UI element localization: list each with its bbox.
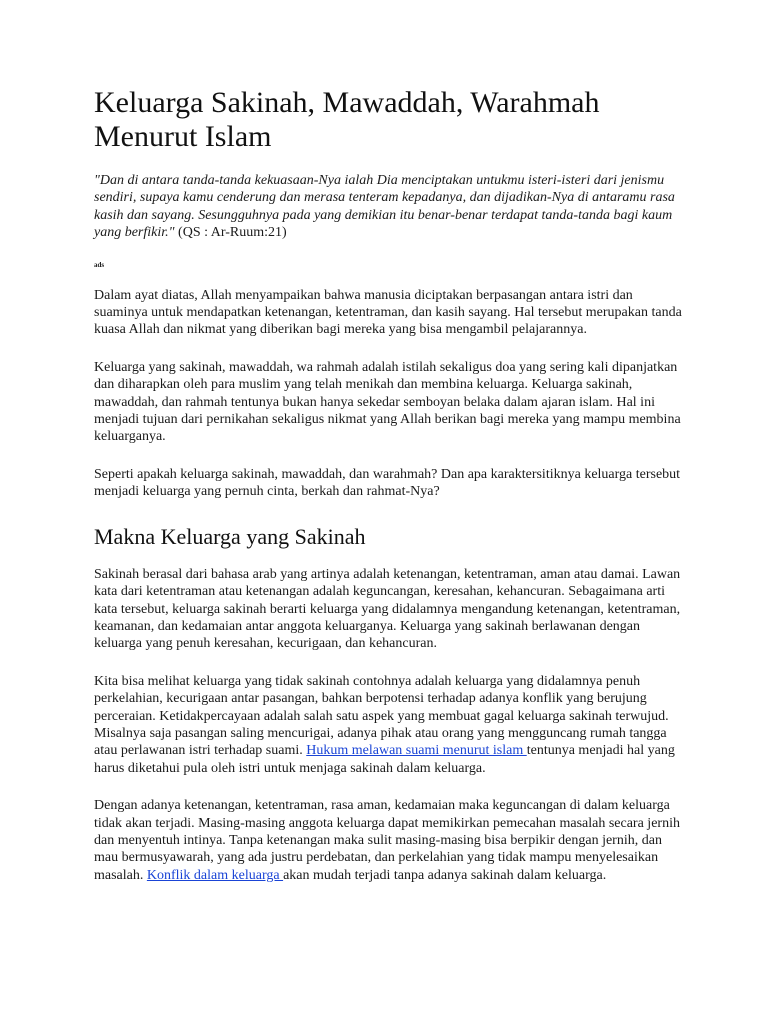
section-heading: Makna Keluarga yang Sakinah: [94, 523, 366, 549]
article-title: Keluarga Sakinah, Mawaddah, Warahmah Menurut Islam: [94, 86, 600, 153]
quote-text: "Dan di antara tanda-tanda kekuasaan-Nya ialah Dia menciptakan untukmu isteri-isteri dari jenismu sendiri, supaya kamu cenderung dan merasa tenteram kepadanya, dan dijadikan-Nya di antaramu rasa kasih dan sayang. Sesungguhnya pada yang demikian itu benar-benar terdapat tanda-tanda bagi kaum yang berfikir.": [94, 173, 675, 241]
paragraph-text: Dengan adanya ketenangan, ketentraman, rasa aman, kedamaian maka keguncangan di dalam keluarga tidak akan terjadi. Masing-masing anggota keluarga dapat memikirkan pemecahan masalah secara jernih dan menyentuh intinya. Tanpa ketenangan maka sulit masing-masing bisa berpikir dengan jernih, dan mau bermusyawarah, yang ada justru perdebatan, dan perkelahian yang tidak mampu menyelesaikan masalah.: [94, 798, 680, 883]
quote-source: (QS : Ar-Ruum:21): [174, 225, 287, 241]
section-paragraph-2: [94, 673, 684, 777]
intro-paragraph-2: Keluarga yang sakinah, mawaddah, wa rahmah adalah istilah sekaligus doa yang sering kali dipanjatkan dan diharapkan oleh para muslim yang telah menikah dan membina keluarga. Keluarga sakinah, mawaddah, dan rahmah tentunya bukan hanya sekedar semboyan belaka dalam ajaran islam. Hal ini menjadi tujuan dari pernikahan sekaligus nikmat yang Allah berikan bagi mereka yang mampu membina keluarganya.: [94, 359, 681, 445]
hukum-melawan-suami-link[interactable]: Hukum melawan suami menurut islam: [306, 743, 527, 759]
paragraph-text: tentunya menjadi hal yang harus diketahui pula oleh istri untuk menjaga sakinah dalam keluarga.: [94, 743, 675, 776]
article-body: [94, 86, 684, 884]
section-paragraph-3: [94, 797, 684, 884]
paragraph-text: akan mudah terjadi tanpa adanya sakinah dalam keluarga.: [283, 867, 607, 883]
ads-label: ads: [94, 260, 105, 269]
konflik-dalam-keluarga-link[interactable]: Konflik dalam keluarga: [146, 867, 284, 883]
quran-quote: [94, 172, 684, 242]
paragraph-text: Kita bisa melihat keluarga yang tidak sakinah contohnya adalah keluarga yang didalamnya penuh perkelahian, kecurigaan antar pasangan, bahkan berpotensi terhadap adanya konflik yang berujung perceraian. Ketidakpercayaan adalah salah satu aspek yang membuat gagal keluarga sakinah terwujud. Misalnya saja pasangan saling mencurigai, adanya pihak atau orang yang mengguncang rumah tangga atau perlawanan istri terhadap suami.: [94, 673, 669, 759]
section-paragraph-1: Sakinah berasal dari bahasa arab yang artinya adalah ketenangan, ketentraman, aman atau damai. Lawan kata dari ketentraman atau ketenangan adalah keguncangan, keresahan, kehancuran. Sebagaimana arti kata tersebut, keluarga sakinah berarti keluarga yang didalamnya mengandung ketenangan, ketentraman, keamanan, dan kedamaian antar anggota keluarganya. Keluarga yang sakinah berlawanan dengan keluarga yang penuh keresahan, kecurigaan, dan kehancuran.: [94, 566, 681, 652]
intro-paragraph-3: Seperti apakah keluarga sakinah, mawaddah, dan warahmah? Dan apa karaktersitiknya keluarga tersebut menjadi keluarga yang pernuh cinta, berkah dan rahmat-Nya?: [94, 466, 681, 500]
intro-paragraph-1: Dalam ayat diatas, Allah menyampaikan bahwa manusia diciptakan berpasangan antara istri dan suaminya untuk mendapatkan ketenangan, ketentraman, dan kasih sayang. Hal tersebut merupakan tanda kuasa Allah dan nikmat yang diberikan bagi mereka yang bisa mengambil pelajarannya.: [94, 287, 682, 338]
